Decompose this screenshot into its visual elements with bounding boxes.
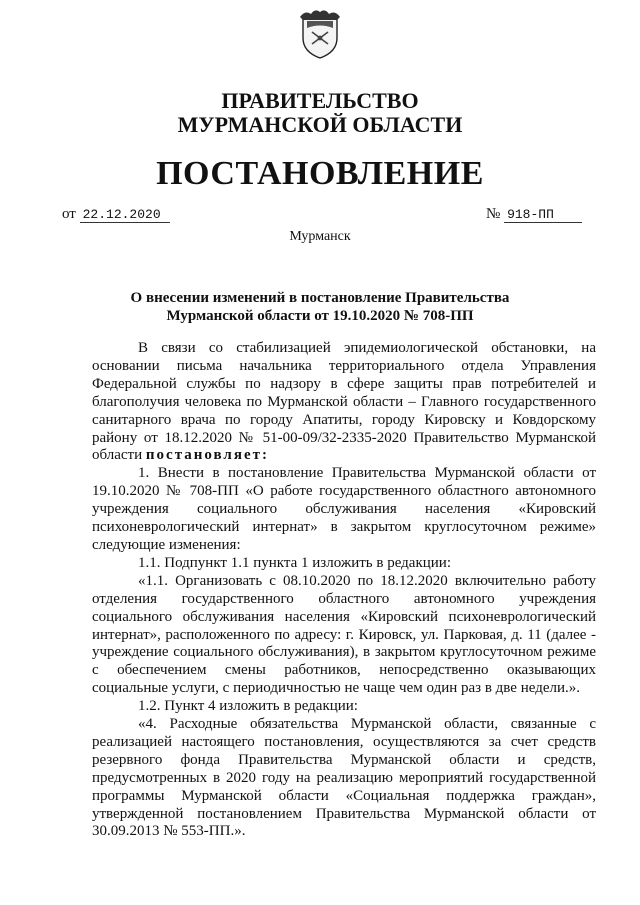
date-prefix: от [62,206,76,222]
intro-text: В связи со стабилизацией эпидемиологической обстановки, на основании письма начальника территориального отдела Управления Федеральной службы по надзору в сфере защиты прав потребителей и благополучия человека по Мурманской области – Главного государственного санитарного врача по городу Апатиты, городу Кировску и Ковдорскому району от 18.12.2020 № 51-00-09/32-2335-2020 Правительство Мурманской области [92,340,596,464]
coat-of-arms-emblem [297,8,343,60]
document-body [92,340,596,841]
item-1-2: 1.2. Пункт 4 изложить в редакции: [138,698,358,715]
number-prefix: № [486,206,501,222]
document-date-row [62,206,170,223]
city-name: Мурманск [289,229,351,244]
subject-line1: О внесении изменений в постановление Правительства [130,290,510,306]
document-number: 918-ПП [504,207,582,223]
item-1-1-text: «1.1. Организовать с 08.10.2020 по 18.12.2020 включительно работу отделения государственного областного автономного учреждения социального обслуживания населения «Кировский психоневрологический интернат», расположенного по адресу: г. Кировск, ул. Парковая, д. 11 (далее - учреждение социального обслуживания), в закрытом круглосуточном режиме с обеспечением смены работников, непосредственно оказывающих социальные услуги, с периодичностью не чаще чем один раз в две недели.». [92,572,596,697]
document-type-title: ПОСТАНОВЛЕНИЕ [156,155,484,192]
document-date: 22.12.2020 [80,207,170,223]
document-number-row [486,206,582,223]
decree-word: постановляет: [145,447,269,464]
intro-paragraph [92,340,596,465]
government-name-line1: ПРАВИТЕЛЬСТВО [221,88,419,113]
subject-line2: Мурманской области от 19.10.2020 № 708-ПП [166,308,474,324]
item-1-2-text: «4. Расходные обязательства Мурманской области, связанные с реализацией настоящего постановления, осуществляются за счет средств резервного фонда Правительства Мурманской области и средств, предусмотренных в 2020 году на реализацию мероприятий государственной программы Мурманской области «Социальная поддержка граждан», утвержденной постановлением Правительства Мурманской области от 30.09.2013 № 553-ПП.». [92,716,596,840]
item-1: 1. Внести в постановление Правительства Мурманской области от 19.10.2020 № 708-ПП «О работе государственного областного автономного учреждения социального обслуживания населения «Кировский психоневрологический интернат» в закрытом круглосуточном режиме» следующие изменения: [92,465,596,553]
item-1-1: 1.1. Подпункт 1.1 пункта 1 изложить в редакции: [138,554,451,571]
government-name-line2: МУРМАНСКОЙ ОБЛАСТИ [177,112,463,137]
